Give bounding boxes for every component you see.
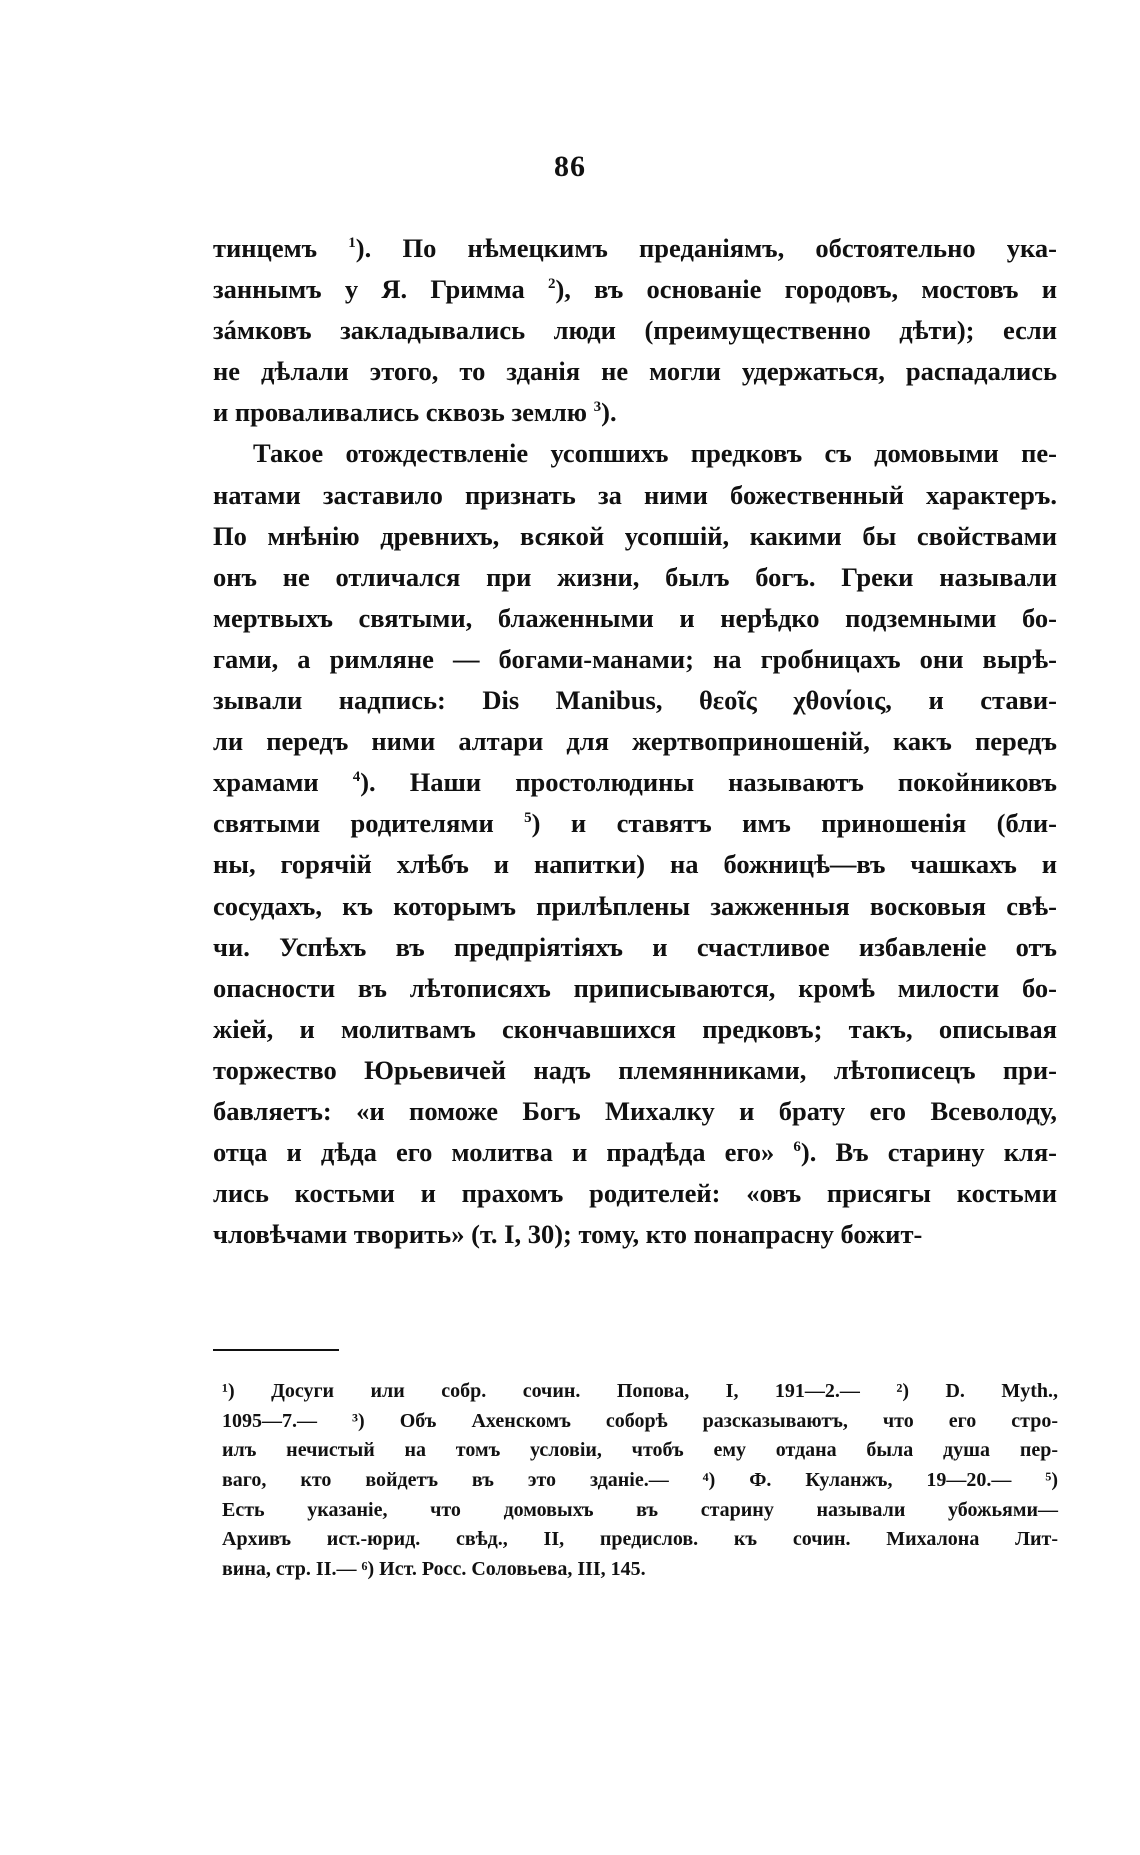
line-text: и проваливались сквозь землю	[213, 397, 594, 428]
line-text: Архивъ ист.-юрид. свѣд., II, предислов. къ сочин. Михалона Лит-	[222, 1528, 1058, 1551]
text-line	[213, 557, 1057, 598]
text-line	[213, 968, 1057, 1009]
line-text: Есть указанiе, что домовыхъ въ старину называли убожьями—	[222, 1498, 1058, 1521]
text-line	[213, 310, 1057, 351]
line-text-tail: ). Въ старину кля-	[800, 1137, 1057, 1168]
line-text: илъ нечистый на томъ условiи, чтобъ ему отдана была душа пер-	[222, 1439, 1058, 1462]
text-line	[213, 1091, 1057, 1132]
line-text: жiей, и молитвамъ скончавшихся предковъ; такъ, описывая	[213, 1013, 1057, 1044]
footnote-divider	[213, 1349, 339, 1351]
page-number: 86	[554, 150, 586, 183]
line-text-tail: ). Наши простолюдины называютъ покойниковъ	[360, 767, 1057, 798]
text-line	[222, 1407, 1058, 1437]
text-line	[213, 1009, 1057, 1050]
line-text: святыми родителями	[213, 808, 525, 839]
text-line	[222, 1377, 1058, 1407]
text-line	[222, 1436, 1058, 1466]
line-text-tail: ).	[601, 397, 617, 428]
line-text: храмами	[213, 767, 353, 798]
text-line	[213, 680, 1057, 721]
footnote-marker: 4	[352, 769, 361, 786]
line-text: торжество Юрьевичей надъ племянниками, лѣтописецъ при-	[213, 1054, 1057, 1085]
line-text-tail: ) и ставятъ имъ приношенiя (бли-	[531, 808, 1057, 839]
text-line	[213, 1173, 1057, 1214]
line-text-tail: ), въ основанiе городовъ, мостовъ и	[555, 274, 1057, 305]
text-line	[222, 1466, 1058, 1496]
text-line	[213, 228, 1057, 269]
line-text: зывали надпись: Dis Manibus, θεοῖς χθονίοις, и стави-	[213, 685, 1057, 716]
line-text: заннымъ у Я. Гримма	[213, 274, 548, 305]
text-line	[213, 351, 1057, 392]
text-line	[213, 1132, 1057, 1173]
line-text: отца и дѣда его молитва и прадѣда его»	[213, 1137, 794, 1168]
text-line	[222, 1496, 1058, 1526]
line-text: опасности въ лѣтописяхъ приписываются, кромѣ милости бо-	[213, 972, 1057, 1003]
line-text: Такое отождествленiе усопшихъ предковъ съ домовыми пе-	[253, 438, 1057, 469]
text-line	[222, 1525, 1058, 1555]
text-line	[213, 1050, 1057, 1091]
line-text: онъ не отличался при жизни, былъ богъ. Греки называли	[213, 561, 1057, 592]
footnote-marker: 1	[348, 235, 356, 251]
line-text: мертвыхъ святыми, блаженными и нерѣдко подземными бо-	[213, 602, 1057, 633]
line-text: ны, горячiй хлѣбъ и напитки) на божницѣ—въ чашкахъ и	[213, 849, 1057, 880]
paragraph-2	[213, 433, 1057, 1255]
main-text	[213, 228, 1057, 1255]
footnote-marker: 2	[547, 276, 556, 293]
text-line	[213, 721, 1057, 762]
line-text: ли передъ ними алтари для жертвоприношенiй, какъ передъ	[213, 726, 1057, 757]
line-text: гами, а римляне — богами-манами; на гробницахъ они вырѣ-	[213, 643, 1057, 674]
line-text: зáмковъ закладывались люди (преимущественно дѣти); если	[213, 315, 1057, 346]
text-line	[213, 516, 1057, 557]
footnote-marker: 6	[793, 1139, 801, 1156]
line-text-tail: ). По нѣмецкимъ преданiямъ, обстоятельно ука-	[355, 233, 1057, 263]
text-line	[213, 475, 1057, 516]
line-text: 1095—7.— ³) Объ Ахенскомъ соборѣ разсказываютъ, что его стро-	[222, 1409, 1058, 1432]
line-text: бавляетъ: «и поможе Богъ Михалку и брату его Всеволоду,	[213, 1095, 1057, 1126]
text-line	[213, 844, 1057, 885]
line-text: ваго, кто войдетъ въ это зданiе.— ⁴) Ф. Куланжъ, 19—20.— ⁵)	[222, 1469, 1058, 1492]
footnote-marker: 3	[593, 399, 602, 416]
line-text: чловѣчами творить» (т. I, 30); тому, кто понапрасну божит-	[213, 1219, 923, 1250]
text-line	[213, 639, 1057, 680]
text-line	[213, 598, 1057, 639]
footnote-marker: 5	[524, 810, 532, 827]
text-line	[213, 433, 1057, 474]
text-line	[213, 762, 1057, 803]
footnotes	[222, 1377, 1058, 1585]
text-line	[213, 886, 1057, 927]
text-line	[222, 1555, 1058, 1585]
line-text: не дѣлали этого, то зданiя не могли удержаться, распадались	[213, 356, 1057, 387]
text-line	[213, 392, 1057, 433]
text-line	[213, 1214, 1057, 1255]
line-text: ¹) Досуги или собр. сочин. Попова, I, 191—2.— ²) D. Myth.,	[222, 1380, 1058, 1402]
line-text: вина, стр. II.— ⁶) Ист. Росс. Соловьева, III, 145.	[222, 1558, 646, 1581]
line-text: натами заставило признать за ними божественный характеръ.	[213, 479, 1057, 510]
line-text: сосудахъ, къ которымъ прилѣплены зажженныя восковыя свѣ-	[213, 890, 1057, 921]
line-text: лись костьми и прахомъ родителей: «овъ присягы костьми	[213, 1178, 1057, 1209]
line-text: чи. Успѣхъ въ предпрiятiяхъ и счастливое избавленiе отъ	[213, 931, 1057, 962]
line-text: тинцемъ	[213, 233, 349, 263]
line-text: По мнѣнiю древнихъ, всякой усопшiй, какими бы свойствами	[213, 520, 1057, 551]
text-line	[213, 269, 1057, 310]
text-line	[213, 803, 1057, 844]
text-line	[213, 927, 1057, 968]
paragraph-1	[213, 228, 1057, 433]
